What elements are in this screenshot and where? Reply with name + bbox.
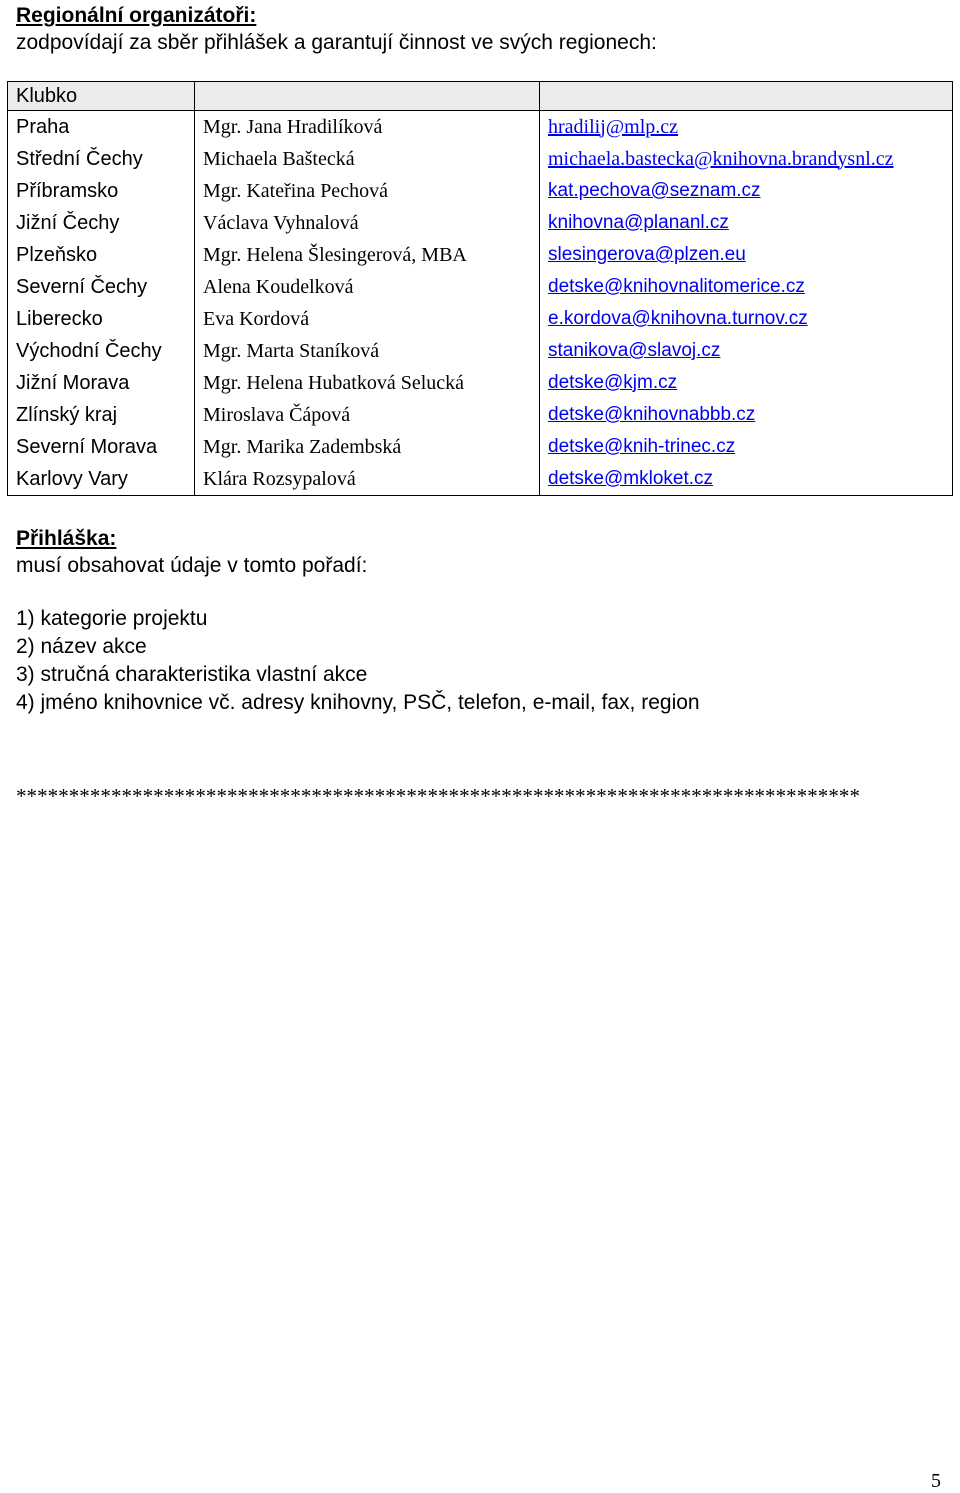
- email-link[interactable]: knihovna@plananl.cz: [540, 207, 953, 239]
- table-row: [8, 303, 953, 335]
- region-cell: Jižní Čechy: [8, 207, 195, 239]
- region-cell: Zlínský kraj: [8, 399, 195, 431]
- email-link[interactable]: e.kordova@knihovna.turnov.cz: [540, 303, 953, 335]
- region-cell: Liberecko: [8, 303, 195, 335]
- name-cell: Klára Rozsypalová: [195, 463, 540, 496]
- list-item: 3) stručná charakteristika vlastní akce: [16, 663, 368, 686]
- list-item: 4) jméno knihovnice vč. adresy knihovny, PSČ, telefon, e-mail, fax, region: [16, 691, 700, 714]
- name-cell: Michaela Baštecká: [195, 143, 540, 175]
- application-requirements-list: [16, 605, 700, 717]
- organizers-table: [7, 81, 953, 496]
- organizers-heading-block: [16, 2, 657, 56]
- table-row: [8, 463, 953, 496]
- email-link[interactable]: detske@kjm.cz: [540, 367, 953, 399]
- region-cell: Příbramsko: [8, 175, 195, 207]
- table-row: [8, 175, 953, 207]
- table-row: [8, 431, 953, 463]
- region-cell: Praha: [8, 111, 195, 144]
- name-cell: Mgr. Jana Hradilíková: [195, 111, 540, 144]
- name-cell: Eva Kordová: [195, 303, 540, 335]
- header-cell-name: [195, 82, 540, 111]
- email-link[interactable]: hradilij@mlp.cz: [540, 111, 953, 144]
- region-cell: Střední Čechy: [8, 143, 195, 175]
- page-number: 5: [931, 1470, 941, 1492]
- name-cell: Václava Vyhnalová: [195, 207, 540, 239]
- list-item: 2) název akce: [16, 635, 147, 658]
- table-row: [8, 399, 953, 431]
- table-row: [8, 271, 953, 303]
- table-row: [8, 367, 953, 399]
- email-link[interactable]: michaela.bastecka@knihovna.brandysnl.cz: [540, 143, 953, 175]
- organizers-subtitle: zodpovídají za sběr přihlášek a garantují činnost ve svých regionech:: [16, 31, 657, 54]
- table-row: [8, 143, 953, 175]
- table-row: [8, 335, 953, 367]
- email-link[interactable]: detske@mkloket.cz: [540, 463, 953, 496]
- name-cell: Mgr. Helena Šlesingerová, MBA: [195, 239, 540, 271]
- application-title: Přihláška:: [16, 527, 117, 550]
- table-row: [8, 111, 953, 144]
- name-cell: Mgr. Marika Zadembská: [195, 431, 540, 463]
- email-link[interactable]: detske@knih-trinec.cz: [540, 431, 953, 463]
- list-item: 1) kategorie projektu: [16, 607, 208, 630]
- email-link[interactable]: slesingerova@plzen.eu: [540, 239, 953, 271]
- email-link[interactable]: stanikova@slavoj.cz: [540, 335, 953, 367]
- region-cell: Jižní Morava: [8, 367, 195, 399]
- name-cell: Miroslava Čápová: [195, 399, 540, 431]
- region-cell: Východní Čechy: [8, 335, 195, 367]
- region-cell: Plzeňsko: [8, 239, 195, 271]
- region-cell: Karlovy Vary: [8, 463, 195, 496]
- table-row: [8, 207, 953, 239]
- name-cell: Mgr. Marta Staníková: [195, 335, 540, 367]
- organizers-title: Regionální organizátoři:: [16, 4, 257, 27]
- name-cell: Alena Koudelková: [195, 271, 540, 303]
- header-cell-email: [540, 82, 953, 111]
- application-subtitle: musí obsahovat údaje v tomto pořadí:: [16, 554, 368, 577]
- email-link[interactable]: detske@knihovnalitomerice.cz: [540, 271, 953, 303]
- table-row: [8, 239, 953, 271]
- header-cell-region: Klubko: [8, 82, 195, 111]
- email-link[interactable]: detske@knihovnabbb.cz: [540, 399, 953, 431]
- name-cell: Mgr. Helena Hubatková Selucká: [195, 367, 540, 399]
- name-cell: Mgr. Kateřina Pechová: [195, 175, 540, 207]
- region-cell: Severní Čechy: [8, 271, 195, 303]
- table-header-row: [8, 82, 953, 111]
- email-link[interactable]: kat.pechova@seznam.cz: [540, 175, 953, 207]
- region-cell: Severní Morava: [8, 431, 195, 463]
- application-heading-block: [16, 525, 367, 579]
- asterisk-separator: ********************************************************************************: [16, 784, 860, 808]
